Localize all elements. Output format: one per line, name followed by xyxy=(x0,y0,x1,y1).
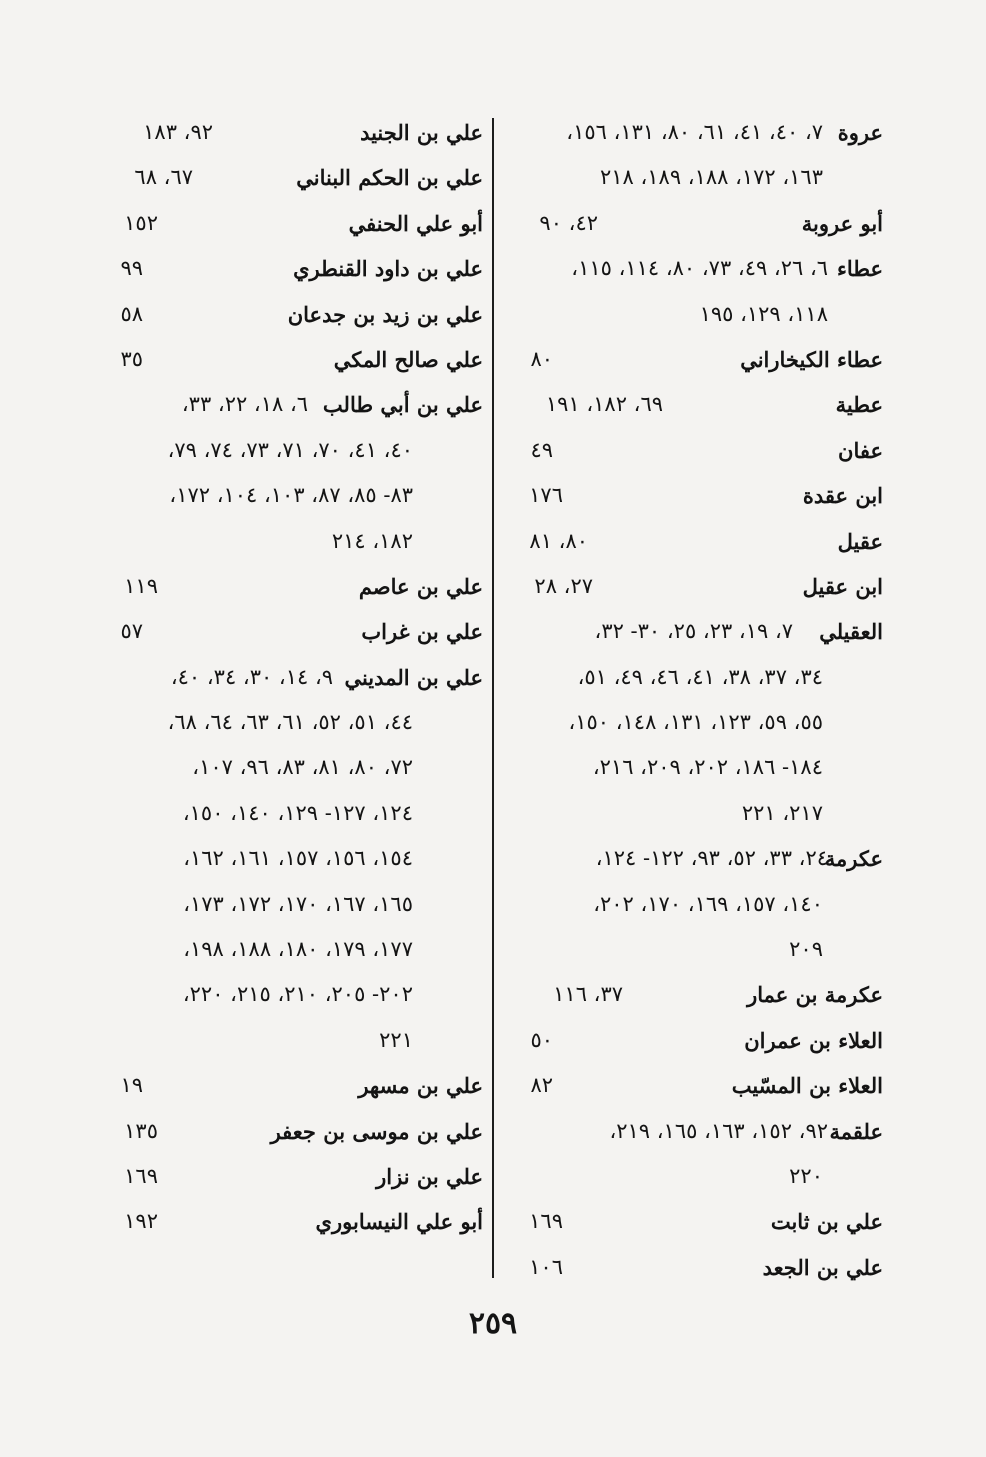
index-entry xyxy=(100,564,483,609)
entry-pages: ٨٠، ٨١ xyxy=(529,528,588,553)
index-entry xyxy=(100,473,483,518)
entry-pages: ٤٢، ٩٠ xyxy=(539,210,598,235)
entry-pages: ١٦٥، ١٦٧، ١٧٠، ١٧٢، ١٧٣، xyxy=(183,891,413,916)
entry-pages: ٨٢ xyxy=(530,1073,553,1098)
entry-name: علي بن الحكم البناني xyxy=(296,165,483,191)
index-entry xyxy=(100,337,483,382)
entry-name: أبو عروبة xyxy=(801,210,883,236)
entry-name: علي بن أبي طالب xyxy=(322,392,483,418)
entry-pages: ٩٢، ١٥٢، ١٦٣، ١٦٥، ٢١٩، xyxy=(609,1118,828,1143)
entry-name: عقيل xyxy=(837,528,883,554)
entry-name: علي بن المديني xyxy=(344,664,483,690)
index-entry xyxy=(100,110,483,155)
index-entry xyxy=(503,519,883,564)
index-entry xyxy=(100,201,483,246)
entry-pages: ٢٠٩ xyxy=(789,937,823,962)
index-entry xyxy=(503,655,883,700)
entry-pages: ١٩٢ xyxy=(124,1209,158,1234)
entry-name: عطية xyxy=(835,392,883,418)
entry-name: عكرمة xyxy=(824,846,883,872)
index-entry xyxy=(503,927,883,972)
entry-pages: ١٨٢، ٢١٤ xyxy=(331,528,413,553)
index-entry xyxy=(100,655,483,700)
index-entry xyxy=(100,428,483,473)
index-entry xyxy=(100,292,483,337)
entry-name: أبو علي النيسابوري xyxy=(315,1209,483,1235)
entry-pages: ٢٧، ٢٨ xyxy=(534,573,593,598)
entry-name: ابن عقيل xyxy=(802,573,883,599)
entry-pages: ١٥٤، ١٥٦، ١٥٧، ١٦١، ١٦٢، xyxy=(183,846,413,871)
index-column-left xyxy=(100,110,483,1245)
index-entry xyxy=(503,700,883,745)
entry-name: علي بن نزار xyxy=(376,1163,483,1189)
entry-pages: ٣٤، ٣٧، ٣٨، ٤١، ٤٦، ٤٩، ٥١، xyxy=(577,664,823,689)
index-entry xyxy=(100,1018,483,1063)
entry-pages: ٤٤، ٥١، ٥٢، ٦١، ٦٣، ٦٤، ٦٨، xyxy=(167,710,413,735)
entry-pages: ١٩ xyxy=(120,1073,143,1098)
entry-pages: ٤٩ xyxy=(530,437,553,462)
entry-pages: ١١٩ xyxy=(124,573,158,598)
entry-name: علي بن ثابت xyxy=(770,1209,883,1235)
entry-pages: ٥٧ xyxy=(120,619,143,644)
index-entry xyxy=(503,745,883,790)
entry-pages: ١٦٩ xyxy=(124,1163,158,1188)
entry-pages: ٧، ١٩، ٢٣، ٢٥، ٣٠- ٣٢، xyxy=(594,619,793,644)
page-number: ٢٥٩ xyxy=(468,1306,518,1341)
entry-pages: ٢٠٢- ٢٠٥، ٢١٠، ٢١٥، ٢٢٠، xyxy=(182,982,413,1007)
index-entry xyxy=(100,246,483,291)
entry-name: أبو علي الحنفي xyxy=(348,210,483,236)
index-entry xyxy=(503,1018,883,1063)
index-entry xyxy=(503,1199,883,1244)
entry-pages: ٦، ١٨، ٢٢، ٣٣، xyxy=(181,392,308,417)
index-entry xyxy=(503,1109,883,1154)
index-entry xyxy=(100,519,483,564)
index-entry xyxy=(100,745,483,790)
index-entry xyxy=(100,1199,483,1244)
entry-name: ابن عقدة xyxy=(802,483,883,509)
entry-pages: ٥٠ xyxy=(530,1027,553,1052)
index-entry xyxy=(100,155,483,200)
index-entry xyxy=(503,382,883,427)
entry-pages: ٨٠ xyxy=(530,346,553,371)
entry-name: علي بن زيد بن جدعان xyxy=(287,301,483,327)
entry-pages: ١٢٤، ١٢٧- ١٢٩، ١٤٠، ١٥٠، xyxy=(182,800,413,825)
index-entry xyxy=(503,972,883,1017)
entry-name: العلاء بن المسّيب xyxy=(731,1073,883,1099)
entry-pages: ٩، ١٤، ٣٠، ٣٤، ٤٠، xyxy=(170,664,333,689)
index-entry xyxy=(503,1245,883,1290)
index-entry xyxy=(503,110,883,155)
entry-pages: ٤٠، ٤١، ٧٠، ٧١، ٧٣، ٧٤، ٧٩، xyxy=(167,437,413,462)
entry-name: العلاء بن عمران xyxy=(744,1027,883,1053)
entry-name: علي بن داود القنطري xyxy=(293,256,483,282)
column-divider xyxy=(492,118,494,1278)
index-entry xyxy=(100,1109,483,1154)
index-entry xyxy=(503,428,883,473)
entry-name: علي بن الجنيد xyxy=(360,120,483,145)
index-entry xyxy=(503,564,883,609)
entry-pages: ٢٤، ٣٣، ٥٢، ٩٣، ١٢٢- ١٢٤، xyxy=(595,846,828,871)
entry-name: علي بن عاصم xyxy=(358,573,483,599)
entry-pages: ٢١٧، ٢٢١ xyxy=(741,800,823,825)
index-entry xyxy=(100,1063,483,1108)
entry-pages: ٥٨ xyxy=(120,301,143,326)
entry-pages: ١٦٣، ١٧٢، ١٨٨، ١٨٩، ٢١٨ xyxy=(599,165,823,190)
entry-name: علي صالح المكي xyxy=(333,346,483,372)
index-column-right xyxy=(503,110,883,1290)
index-entry xyxy=(100,927,483,972)
entry-name: علقمة xyxy=(829,1118,883,1144)
index-entry xyxy=(503,337,883,382)
index-entry xyxy=(503,882,883,927)
entry-pages: ٢٢١ xyxy=(379,1027,413,1052)
entry-pages: ٧، ٤٠، ٤١، ٦١، ٨٠، ١٣١، ١٥٦، xyxy=(566,120,823,144)
entry-pages: ٢٢٠ xyxy=(789,1163,823,1188)
index-entry xyxy=(503,1154,883,1199)
entry-pages: ٦٧، ٦٨ xyxy=(134,165,193,190)
index-entry xyxy=(503,609,883,654)
entry-pages: ٣٧، ١١٦ xyxy=(553,982,623,1007)
entry-pages: ٨٣- ٨٥، ٨٧، ١٠٣، ١٠٤، ١٧٢، xyxy=(169,483,413,508)
index-entry xyxy=(503,246,883,291)
entry-pages: ٦٩، ١٨٢، ١٩١ xyxy=(545,392,663,417)
index-entry xyxy=(100,791,483,836)
entry-name: علي بن مسهر xyxy=(358,1073,483,1099)
index-entry xyxy=(503,836,883,881)
entry-name: علي بن موسى بن جعفر xyxy=(270,1118,483,1144)
index-entry xyxy=(100,382,483,427)
entry-pages: ١٦٩ xyxy=(529,1209,563,1234)
index-entry xyxy=(100,882,483,927)
index-entry xyxy=(503,292,883,337)
index-entry xyxy=(100,972,483,1017)
entry-pages: ٧٢، ٨٠، ٨١، ٨٣، ٩٦، ١٠٧، xyxy=(192,755,413,780)
entry-pages: ٦، ٢٦، ٤٩، ٧٣، ٨٠، ١١٤، ١١٥، xyxy=(571,256,828,281)
entry-pages: ٥٥، ٥٩، ١٢٣، ١٣١، ١٤٨، ١٥٠، xyxy=(568,710,823,735)
index-entry xyxy=(503,201,883,246)
index-entry xyxy=(100,1154,483,1199)
entry-name: علي بن الجعد xyxy=(762,1254,883,1280)
entry-name: عطاء xyxy=(836,256,883,282)
entry-name: عكرمة بن عمار xyxy=(747,982,883,1008)
index-entry xyxy=(503,473,883,518)
entry-pages: ١١٨، ١٢٩، ١٩٥ xyxy=(699,301,828,326)
entry-pages: ١٣٥ xyxy=(124,1118,158,1143)
entry-pages: ١٠٦ xyxy=(529,1254,563,1279)
index-entry xyxy=(100,700,483,745)
entry-pages: ١٤٠، ١٥٧، ١٦٩، ١٧٠، ٢٠٢، xyxy=(593,891,823,916)
index-entry xyxy=(503,1063,883,1108)
entry-name: عطاء الكيخاراني xyxy=(740,346,883,372)
index-entry xyxy=(503,791,883,836)
entry-name: علي بن غراب xyxy=(361,619,483,645)
index-entry xyxy=(503,155,883,200)
entry-pages: ٣٥ xyxy=(120,346,143,371)
entry-pages: ٩٩ xyxy=(120,256,143,281)
entry-pages: ١٧٦ xyxy=(529,483,563,508)
entry-pages: ١٥٢ xyxy=(124,210,158,235)
entry-pages: ٩٢، ١٨٣ xyxy=(143,120,213,144)
entry-pages: ١٨٤- ١٨٦، ٢٠٢، ٢٠٩، ٢١٦، xyxy=(592,755,823,780)
entry-pages: ١٧٧، ١٧٩، ١٨٠، ١٨٨، ١٩٨، xyxy=(183,937,413,962)
index-entry xyxy=(100,609,483,654)
entry-name: عروة xyxy=(837,120,883,145)
index-entry xyxy=(100,836,483,881)
entry-name: عفان xyxy=(838,437,883,463)
entry-name: العقيلي xyxy=(819,619,883,645)
